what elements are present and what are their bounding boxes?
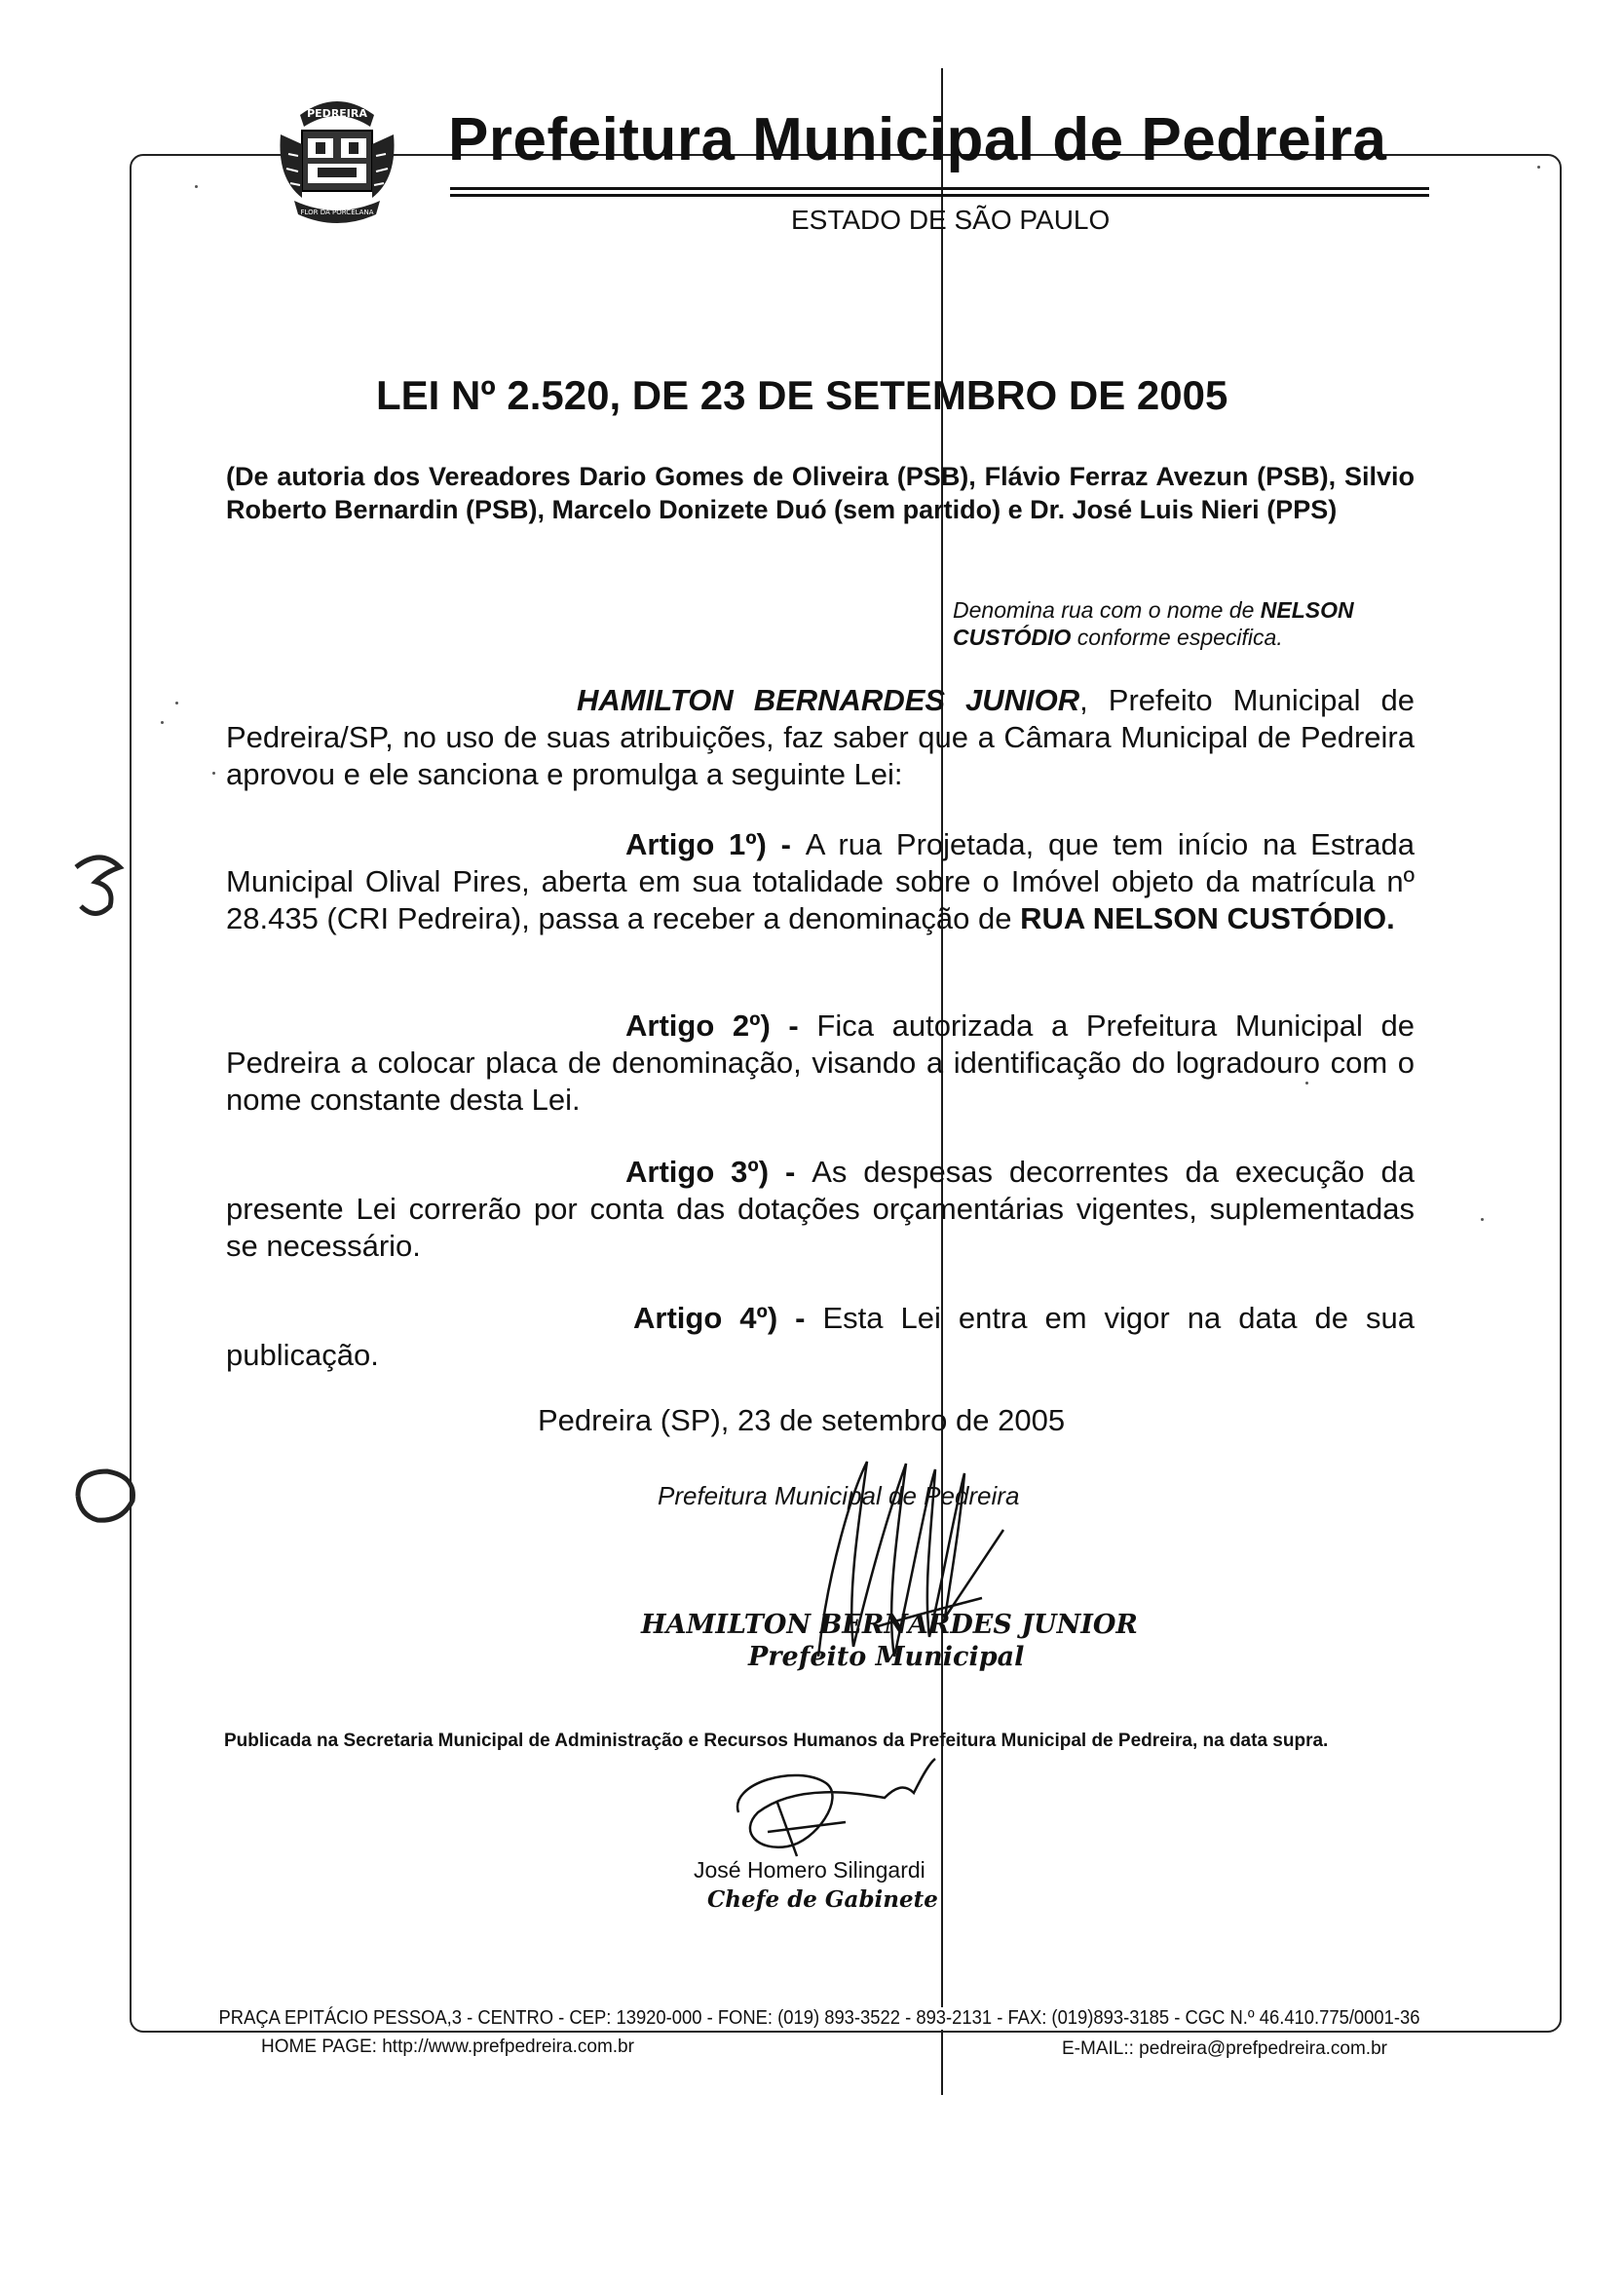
footer-email: E-MAIL:: pedreira@prefpedreira.com.br — [1062, 2038, 1387, 2059]
preamble-text: , Prefeito Municipal de Pedreira/SP, no uso de suas atribuições, faz saber que a Câmara Municipal de Pedreira aprovou e ele sanciona e promulga a seguinte Lei: — [226, 683, 1415, 791]
summary-part2: conforme especifica. — [1071, 625, 1283, 650]
chief-name: José Homero Silingardi — [694, 1857, 925, 1883]
chief-role: Chefe de Gabinete — [707, 1886, 938, 1913]
punch-hole-mark-2-icon — [68, 1462, 146, 1530]
crest-bottom-text: FLOR DA PORCELANA — [300, 209, 374, 216]
scan-speck — [212, 772, 215, 775]
crest-top-text: PEDREIRA — [307, 107, 367, 120]
law-summary — [953, 596, 1416, 651]
punch-hole-mark-icon — [66, 848, 134, 926]
chief-signature-icon — [719, 1754, 943, 1861]
article-1 — [226, 826, 1415, 937]
article-1-bold-tail: RUA NELSON CUSTÓDIO. — [1020, 901, 1395, 935]
article-2-text: Fica autorizada a Prefeitura Municipal de Pedreira a colocar placa de denominação, visando a identificação do logradouro com o nome constante desta Lei. — [226, 1009, 1415, 1117]
article-2 — [226, 1008, 1415, 1119]
scan-speck — [175, 702, 178, 704]
law-title: LEI Nº 2.520, DE 23 DE SETEMBRO DE 2005 — [376, 372, 1228, 418]
place-date: Pedreira (SP), 23 de setembro de 2005 — [538, 1403, 1066, 1437]
state-subtitle: ESTADO DE SÃO PAULO — [791, 205, 1111, 235]
title-underline-2 — [450, 194, 1429, 197]
scan-speck — [161, 721, 164, 724]
article-4-text: Esta Lei entra em vigor na data de sua publicação. — [226, 1301, 1415, 1372]
summary-bold: NELSON CUSTÓDIO — [953, 597, 1354, 650]
article-3 — [226, 1154, 1415, 1265]
scan-speck — [1305, 1082, 1308, 1085]
coat-of-arms-icon — [273, 86, 401, 232]
article-1-text: A rua Projetada, que tem início na Estrada Municipal Olival Pires, aberta em sua totalidade sobre o Imóvel objeto da matrícula nº 28.435 (CRI Pedreira), passa a receber a denominação de — [226, 827, 1416, 935]
page-title: Prefeitura Municipal de Pedreira — [448, 106, 1387, 173]
article-3-label: Artigo 3º) - — [625, 1155, 812, 1189]
title-underline — [450, 187, 1429, 190]
mayor-role: Prefeito Municipal — [748, 1642, 1025, 1672]
preamble-paragraph — [226, 682, 1415, 793]
signature-institution: Prefeitura Municipal de Pedreira — [658, 1481, 1020, 1510]
mayor-name: HAMILTON BERNARDES JUNIOR — [641, 1610, 1138, 1640]
footer-address: PRAÇA EPITÁCIO PESSOA,3 - CENTRO - CEP: 13920-000 - FONE: (019) 893-3522 - 893-2131 - FAX: (019)893-3185 - CGC N.º 46.410.775/0001-36 — [213, 2007, 1425, 2030]
scan-speck — [1537, 166, 1540, 169]
law-authorship: (De autoria dos Vereadores Dario Gomes de Oliveira (PSB), Flávio Ferraz Avezun (PSB), Silvio Roberto Bernardin (PSB), Marcelo Donizete Duó (sem partido) e Dr. José Luis Nieri (PPS) — [226, 462, 1415, 524]
scan-speck — [1481, 1218, 1484, 1221]
scan-speck — [195, 185, 198, 188]
publication-note: Publicada na Secretaria Municipal de Administração e Recursos Humanos da Prefeitura Municipal de Pedreira, na data supra. — [224, 1731, 1329, 1751]
summary-part1: Denomina rua com o nome de — [953, 597, 1261, 623]
article-3-text: As despesas decorrentes da execução da presente Lei correrão por conta das dotações orçamentárias vigentes, suplementadas se necessário. — [226, 1155, 1415, 1263]
article-2-label: Artigo 2º) - — [625, 1009, 817, 1043]
article-4 — [226, 1300, 1415, 1374]
footer-homepage: HOME PAGE: http://www.prefpedreira.com.br — [261, 2037, 634, 2057]
article-4-label: Artigo 4º) - — [633, 1301, 823, 1335]
mayor-name-inline: HAMILTON BERNARDES JUNIOR — [577, 683, 1080, 717]
article-1-label: Artigo 1º) - — [625, 827, 806, 861]
